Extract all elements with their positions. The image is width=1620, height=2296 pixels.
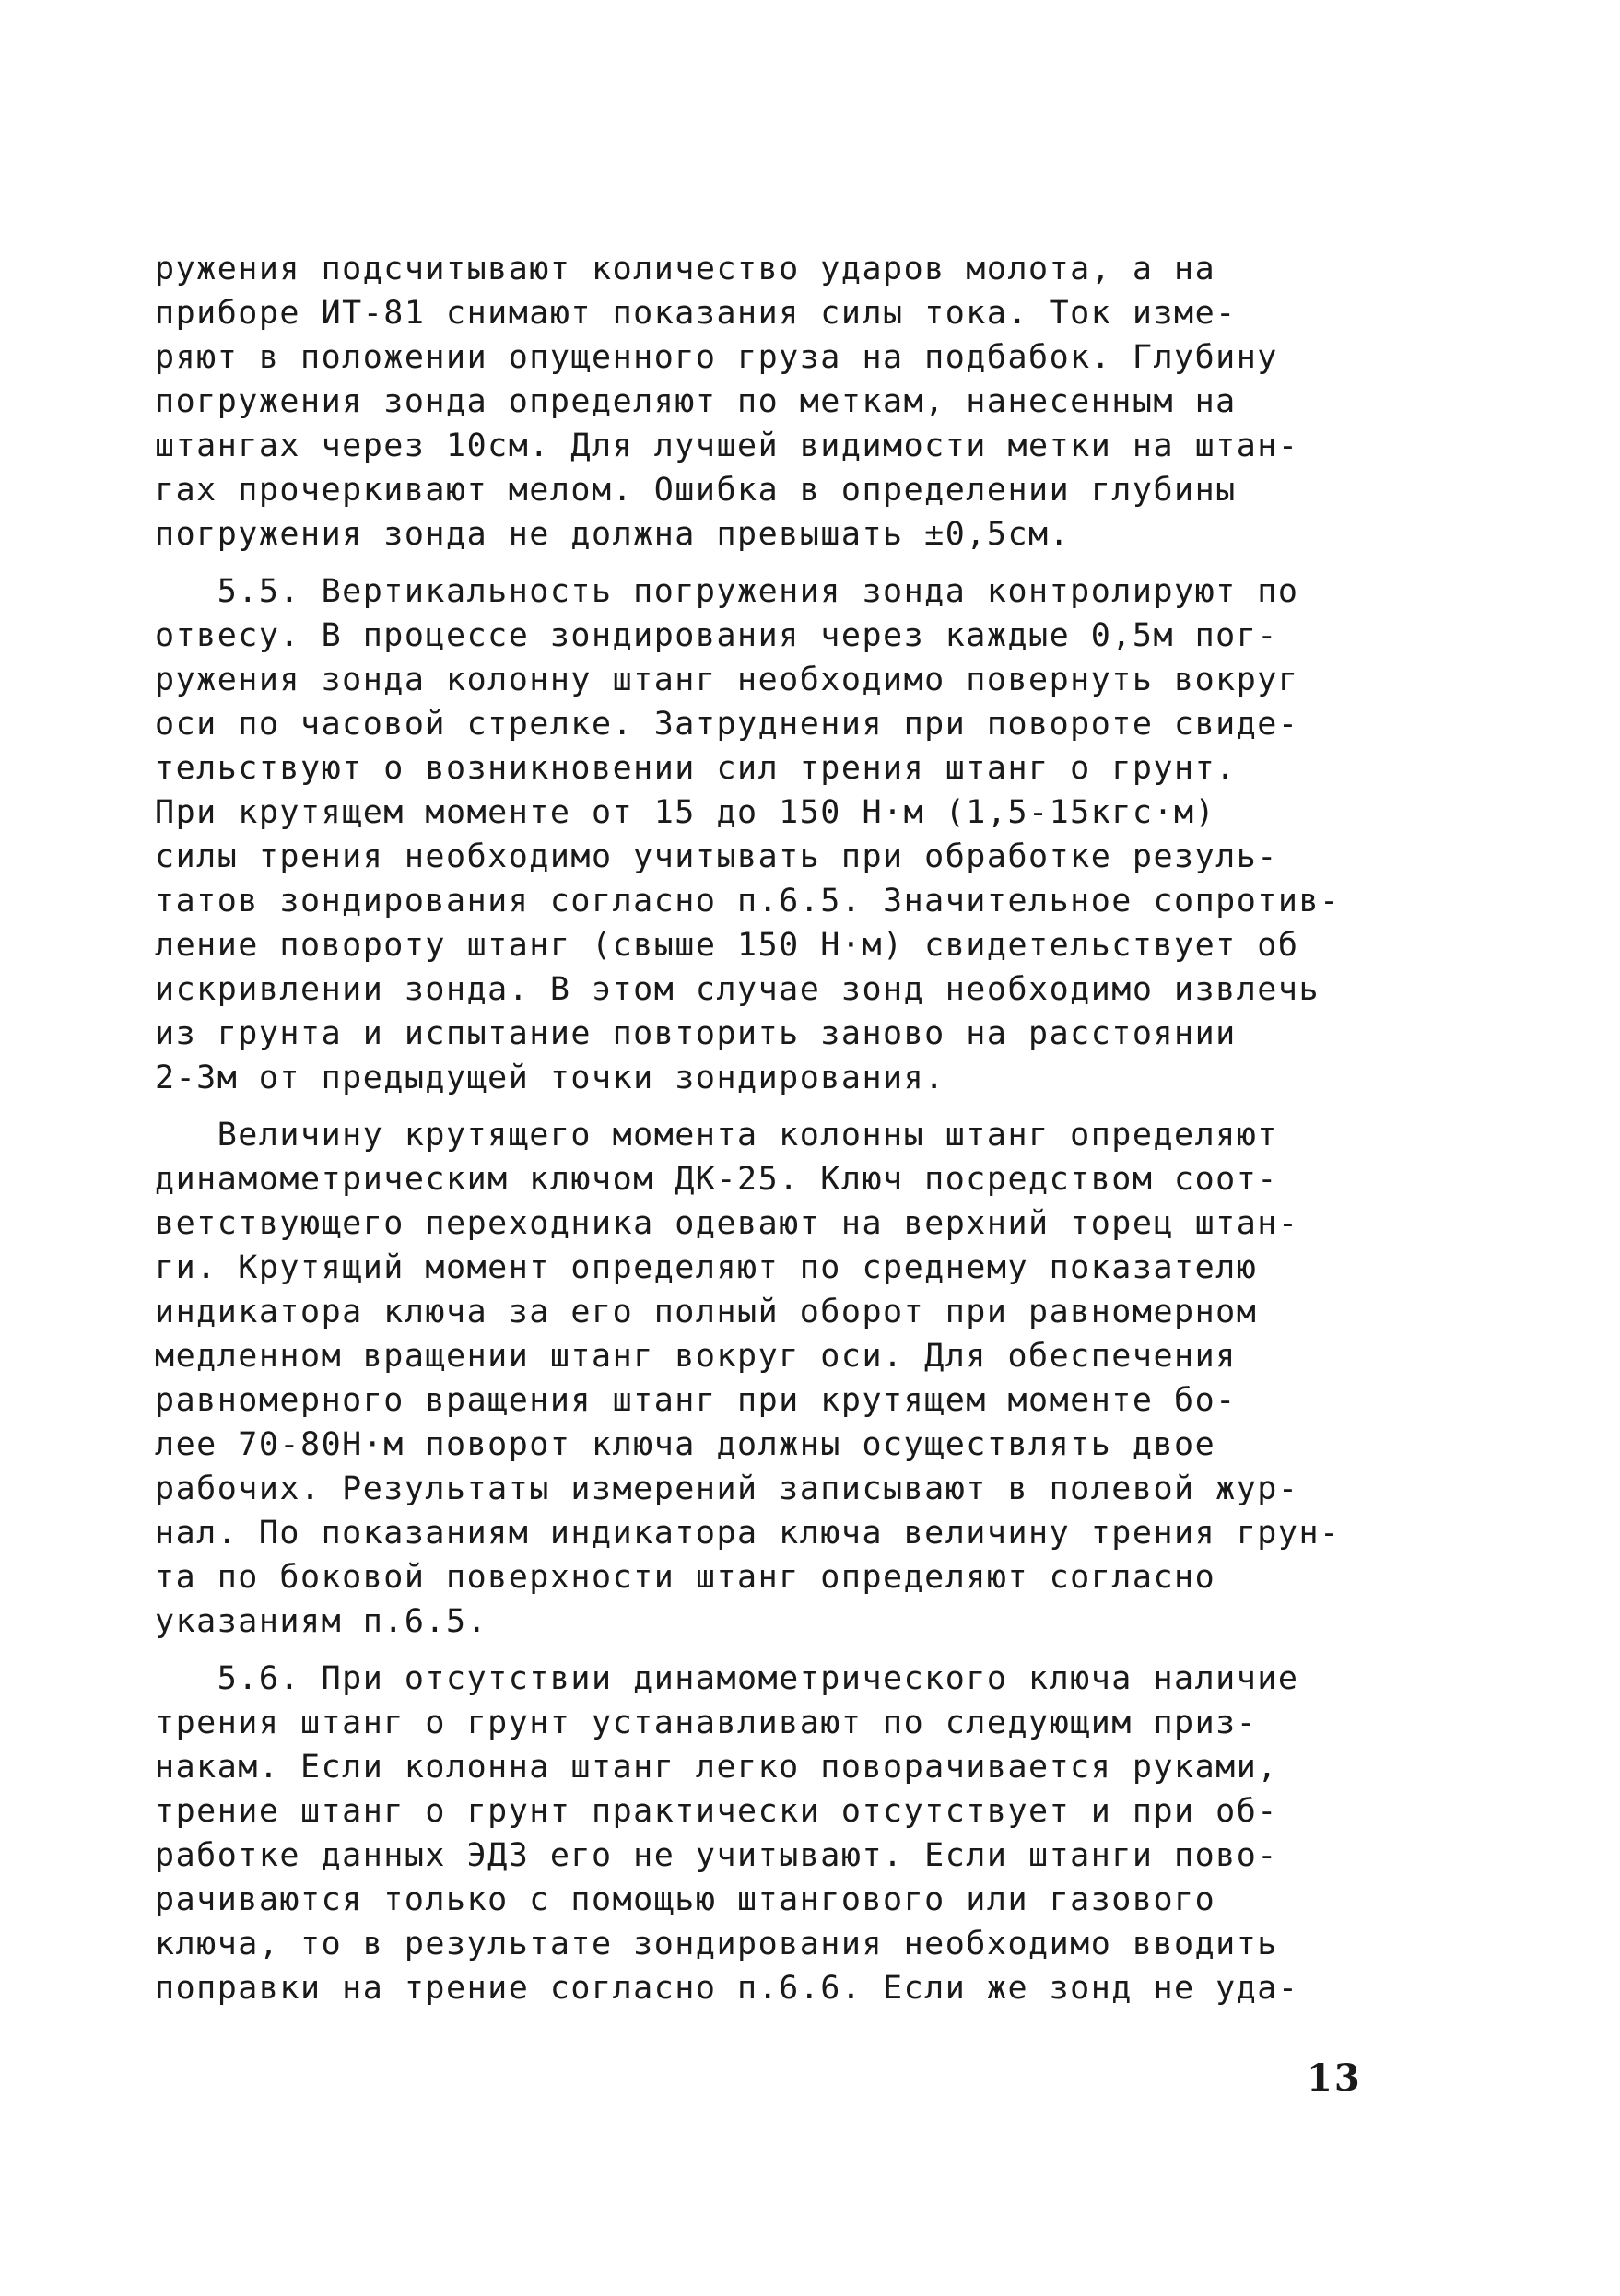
- text-line: равномерного вращения штанг при крутящем моменте бо-: [155, 1382, 1237, 1419]
- text-line: из грунта и испытание повторить заново на расстоянии: [155, 1015, 1237, 1052]
- text-line: погружения зонда определяют по меткам, нанесенным на: [155, 383, 1237, 420]
- text-line: штангах через 10см. Для лучшей видимости метки на штан-: [155, 428, 1299, 464]
- text-line: 5.6. При отсутствии динамометрического ключа наличие: [155, 1660, 1299, 1697]
- text-line: погружения зонда не должна превышать ±0,5см.: [155, 516, 1071, 553]
- text-line: татов зондирования согласно п.6.5. Значительное сопротив-: [155, 883, 1341, 920]
- text-line: динамометрическим ключом ДК-25. Ключ посредством соот-: [155, 1161, 1278, 1198]
- text-line: та по боковой поверхности штанг определяют согласно: [155, 1559, 1216, 1596]
- text-line: поправки на трение согласно п.6.6. Если же зонд не уда-: [155, 1970, 1299, 2007]
- text-line: накам. Если колонна штанг легко поворачивается руками,: [155, 1749, 1278, 1786]
- text-line: ветствующего переходника одевают на верхний торец штан-: [155, 1205, 1299, 1242]
- text-line: трение штанг о грунт практически отсутствует и при об-: [155, 1793, 1278, 1830]
- text-line: ги. Крутящий момент определяют по среднему показателю: [155, 1249, 1258, 1286]
- text-line: 5.5. Вертикальность погружения зонда контролируют по: [155, 573, 1299, 610]
- text-line: гах прочеркивают мелом. Ошибка в определении глубины: [155, 472, 1237, 509]
- text-line: ружения зонда колонну штанг необходимо повернуть вокруг: [155, 662, 1299, 698]
- text-line: ключа, то в результате зондирования необходимо вводить: [155, 1926, 1278, 1962]
- text-line: искривлении зонда. В этом случае зонд необходимо извлечь: [155, 971, 1321, 1008]
- text-line: Величину крутящего момента колонны штанг определяют: [155, 1117, 1278, 1154]
- text-line: лее 70-80Н·м поворот ключа должны осуществлять двое: [155, 1426, 1216, 1463]
- text-line: нал. По показаниям индикатора ключа величину трения грун-: [155, 1515, 1341, 1552]
- text-line: отвесу. В процессе зондирования через каждые 0,5м пог-: [155, 617, 1278, 654]
- text-line: ление повороту штанг (свыше 150 Н·м) свидетельствует об: [155, 927, 1299, 964]
- text-line: индикатора ключа за его полный оборот при равномерном: [155, 1294, 1258, 1330]
- text-line: оси по часовой стрелке. Затруднения при повороте свиде-: [155, 706, 1299, 743]
- text-line: силы трения необходимо учитывать при обработке резуль-: [155, 838, 1278, 875]
- text-line: трения штанг о грунт устанавливают по следующим приз-: [155, 1704, 1258, 1741]
- text-line: тельствуют о возникновении сил трения штанг о грунт.: [155, 750, 1237, 787]
- text-line: ряют в положении опущенного груза на подбабок. Глубину: [155, 339, 1278, 376]
- text-line: 2-3м от предыдущей точки зондирования.: [155, 1060, 945, 1096]
- text-line: рабочих. Результаты измерений записывают в полевой жур-: [155, 1470, 1299, 1507]
- text-line: медленном вращении штанг вокруг оси. Для обеспечения: [155, 1338, 1237, 1375]
- page-number: 13: [1307, 2056, 1362, 2100]
- text-line: приборе ИТ-81 снимают показания силы тока. Ток изме-: [155, 295, 1237, 332]
- text-line: рачиваются только с помощью штангового или газового: [155, 1881, 1216, 1918]
- text-line: При крутящем моменте от 15 до 150 Н·м (1,5-15кгс·м): [155, 794, 1216, 831]
- text-line: указаниям п.6.5.: [155, 1603, 488, 1640]
- text-line: ружения подсчитывают количество ударов молота, а на: [155, 251, 1216, 287]
- text-line: работке данных ЭДЗ его не учитывают. Если штанги пово-: [155, 1837, 1278, 1874]
